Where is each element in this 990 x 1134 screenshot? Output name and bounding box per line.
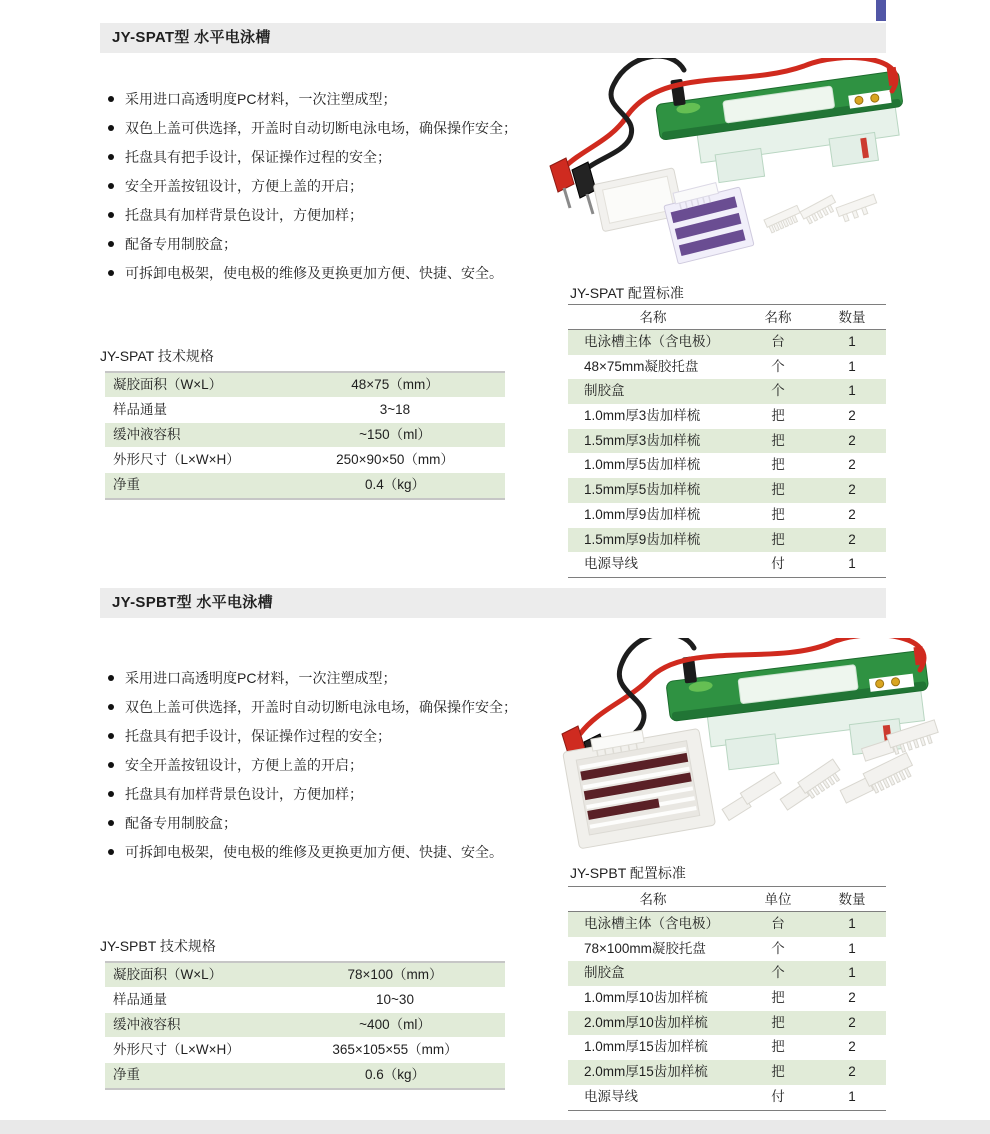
bullet-icon — [108, 154, 114, 160]
table-row: 1.0mm厚9齿加样梳 把 2 — [584, 506, 856, 522]
table-row: 1.0mm厚5齿加样梳 把 2 — [584, 457, 856, 473]
feature-list-spbt — [108, 663, 563, 866]
bullet-icon — [108, 791, 114, 797]
table-row: 凝胶面积（W×L） 78×100（mm） — [105, 963, 505, 988]
section-header-spat: JY-SPAT型 水平电泳槽 — [100, 23, 886, 53]
table-row: 缓冲液容积 ~400（ml） — [105, 1013, 505, 1038]
bullet-icon — [108, 183, 114, 189]
feature-text: 可拆卸电极架，使电极的维修及更换更加方便、快捷、安全。 — [125, 264, 503, 281]
config-table-spat — [568, 304, 886, 578]
config-table-title-spbt: JY-SPBT 配置标准 — [570, 865, 686, 881]
column-header: 数量 — [838, 310, 866, 325]
feature-text: 托盘具有把手设计，保证操作过程的安全； — [125, 727, 391, 744]
bullet-icon — [108, 704, 114, 710]
feature-text: 双色上盖可供选择，开盖时自动切断电泳电场，确保操作安全； — [125, 119, 517, 136]
table-row: 净重 0.6（kg） — [105, 1063, 505, 1088]
feature-item — [108, 692, 563, 721]
spec-table-spat — [105, 371, 505, 500]
table-row: 制胶盒 个 1 — [568, 961, 886, 986]
table-row: 48×75mm凝胶托盘 个 1 — [584, 358, 856, 374]
product-photo-spat — [542, 58, 987, 273]
table-row: 净重 0.4（kg） — [105, 473, 505, 498]
feature-item — [108, 229, 563, 258]
table-row: 1.5mm厚5齿加样梳 把 2 — [568, 478, 886, 503]
table-row: 电泳槽主体（含电极） 台 1 — [568, 912, 886, 937]
column-header: 单位 — [764, 892, 792, 907]
config-table-spbt — [568, 886, 886, 1111]
gel-casting-box — [561, 721, 715, 849]
feature-item — [108, 258, 563, 287]
table-row: 电泳槽主体（含电极） 台 1 — [568, 330, 886, 355]
bullet-icon — [108, 820, 114, 826]
config-table-header — [568, 886, 886, 912]
spec-table-title-spbt: JY-SPBT 技术规格 — [100, 938, 216, 954]
bullet-icon — [108, 733, 114, 739]
feature-text: 配备专用制胶盒； — [125, 814, 237, 831]
feature-text: 可拆卸电极架，使电极的维修及更换更加方便、快捷、安全。 — [125, 843, 503, 860]
electrophoresis-tank — [653, 58, 911, 190]
feature-text: 采用进口高透明度PC材料，一次注塑成型； — [125, 90, 397, 107]
table-row: 缓冲液容积 ~150（ml） — [105, 423, 505, 448]
table-row: 样品通量 10~30 — [105, 988, 505, 1013]
table-row: 外形尺寸（L×W×H） 250×90×50（mm） — [105, 448, 505, 473]
bullet-icon — [108, 849, 114, 855]
feature-item — [108, 808, 563, 837]
table-row: 2.0mm厚15齿加样梳 把 2 — [568, 1060, 886, 1085]
table-row: 1.0mm厚3齿加样梳 把 2 — [584, 408, 856, 424]
feature-list-spat — [108, 84, 563, 287]
feature-item — [108, 84, 563, 113]
feature-text: 双色上盖可供选择，开盖时自动切断电泳电场，确保操作安全； — [125, 698, 517, 715]
table-row: 1.0mm厚15齿加样梳 把 2 — [584, 1039, 856, 1055]
bullet-icon — [108, 96, 114, 102]
feature-text: 托盘具有把手设计，保证操作过程的安全； — [125, 148, 391, 165]
table-row: 制胶盒 个 1 — [568, 379, 886, 404]
feature-item — [108, 200, 563, 229]
feature-item — [108, 663, 563, 692]
bullet-icon — [108, 270, 114, 276]
config-table-title-spat: JY-SPAT 配置标准 — [570, 285, 684, 301]
feature-item — [108, 142, 563, 171]
spec-table-spbt — [105, 961, 505, 1090]
table-row: 1.5mm厚9齿加样梳 把 2 — [568, 528, 886, 553]
sample-combs — [764, 194, 879, 233]
feature-text: 托盘具有加样背景色设计，方便加样； — [125, 785, 363, 802]
table-row: 电源导线 付 1 — [584, 556, 856, 572]
section-header-spbt: JY-SPBT型 水平电泳槽 — [100, 588, 886, 618]
table-row: 1.0mm厚10齿加样梳 把 2 — [584, 990, 856, 1006]
feature-item — [108, 837, 563, 866]
product-photo-spbt — [542, 638, 987, 858]
column-header: 名称 — [639, 892, 667, 907]
table-row: 样品通量 3~18 — [105, 398, 505, 423]
table-row: 电源导线 付 1 — [584, 1088, 856, 1104]
page-footer-bar — [0, 1120, 990, 1134]
table-row: 1.5mm厚3齿加样梳 把 2 — [568, 429, 886, 454]
bullet-icon — [108, 125, 114, 131]
bullet-icon — [108, 762, 114, 768]
column-header: 数量 — [838, 892, 866, 907]
bullet-icon — [108, 212, 114, 218]
feature-text: 配备专用制胶盒； — [125, 235, 237, 252]
spec-table-title-spat: JY-SPAT 技术规格 — [100, 348, 214, 364]
bullet-icon — [108, 241, 114, 247]
feature-item — [108, 171, 563, 200]
table-row: 78×100mm凝胶托盘 个 1 — [584, 940, 856, 956]
config-table-header — [568, 304, 886, 330]
bullet-icon — [108, 675, 114, 681]
feature-text: 托盘具有加样背景色设计，方便加样； — [125, 206, 363, 223]
feature-item — [108, 750, 563, 779]
table-row: 外形尺寸（L×W×H） 365×105×55（mm） — [105, 1038, 505, 1063]
page-accent-square — [876, 0, 886, 21]
feature-text: 安全开盖按钮设计，方便上盖的开启； — [125, 756, 363, 773]
feature-item — [108, 721, 563, 750]
column-header: 名称 — [764, 310, 792, 325]
table-row: 凝胶面积（W×L） 48×75（mm） — [105, 373, 505, 398]
alligator-clips — [550, 158, 596, 214]
feature-text: 安全开盖按钮设计，方便上盖的开启； — [125, 177, 363, 194]
table-row: 2.0mm厚10齿加样梳 把 2 — [568, 1011, 886, 1036]
column-header: 名称 — [639, 310, 667, 325]
feature-item — [108, 779, 563, 808]
feature-text: 采用进口高透明度PC材料，一次注塑成型； — [125, 669, 397, 686]
feature-item — [108, 113, 563, 142]
